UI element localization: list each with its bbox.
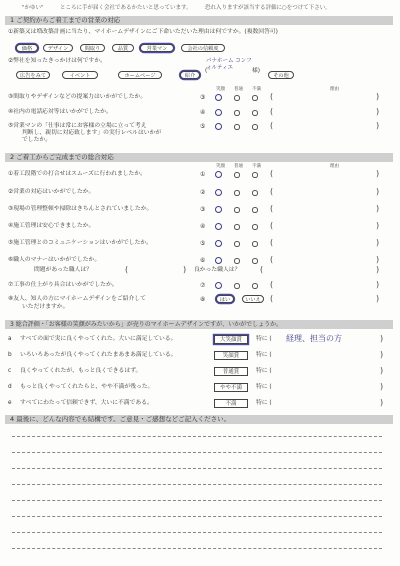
s2-q8-no[interactable]: いいえ	[242, 295, 264, 303]
s1-q2-text: ②弊社を知ったきっかけは何ですか。	[8, 58, 106, 64]
s2-q6-rating-option-0[interactable]	[215, 257, 222, 264]
s3-row-3-rating-box[interactable]: やや不満	[214, 383, 248, 392]
s2-q8-reason-close: )	[376, 294, 380, 303]
s3-row-1-close: )	[380, 350, 384, 359]
s3-row-3-special: 特に (	[256, 384, 272, 390]
page-header	[0, 0, 400, 12]
s1-q5-text: ⑤営業マンの「仕事は常にお客様の立場に立って考え	[8, 123, 147, 129]
s2-q5-rating-option-1[interactable]	[234, 241, 240, 247]
s1-q5-text-line3: でしたか。	[22, 137, 51, 143]
s3-row-4-special: 特に (	[256, 400, 272, 406]
s2-q3-rating-option-1[interactable]	[234, 207, 240, 213]
s2-q6-rating-number: ⑥	[200, 257, 206, 264]
s3-row-0-close: )	[380, 334, 384, 343]
s1-q2-handwritten-note: パナホーム コンフォルティエ	[206, 58, 252, 71]
q1-option-3[interactable]: 品質	[112, 44, 134, 52]
s1-q5-rating-option-1[interactable]	[234, 124, 240, 130]
s3-row-2-mark: c	[8, 368, 12, 374]
q1-option-2[interactable]: 間取り	[80, 44, 105, 52]
s3-row-0-handwritten: 経理、担当の方	[286, 334, 342, 343]
s2-q4-rating-reason-open: (	[270, 221, 274, 230]
header-right-text: 恐れ入りますが該当する評価に○をつけて下さい。	[205, 5, 331, 11]
s4-line-3[interactable]	[12, 484, 382, 485]
s2-q7-rating-option-2[interactable]	[252, 283, 258, 289]
s2-q3-rating-option-2[interactable]	[252, 207, 258, 213]
s2-q6-rating-reason-close: )	[376, 255, 380, 264]
s3-row-2-text: 良くやってくれたが、もっと良くできるはず。	[20, 368, 142, 374]
s2-q3-rating-option-0[interactable]	[215, 206, 222, 213]
s1-q4-rating-option-2[interactable]	[252, 110, 258, 116]
s3-row-2-special: 特に (	[256, 368, 272, 374]
s2-header-1: 普通	[234, 164, 243, 169]
s1-header-1: 普通	[234, 87, 243, 92]
s1-q5-rating-number: ⑤	[200, 123, 206, 130]
s3-row-1-special: 特に (	[256, 352, 272, 358]
s4-line-6[interactable]	[12, 532, 382, 533]
s2-q7-rating-number: ⑦	[200, 282, 206, 289]
s1-q3-rating-number: ③	[200, 94, 206, 101]
q1-option-5[interactable]: 会社の信頼度	[181, 44, 225, 52]
s3-row-3-mark: d	[8, 384, 12, 390]
s2-q5-rating-option-0[interactable]	[215, 240, 222, 247]
s2-q5-text: ⑤施工管理とのコミュニケーションはいかがでしたか。	[8, 240, 152, 246]
s1-q2-paren-open: (	[205, 68, 208, 74]
s1-q4-rating-reason-close: )	[376, 107, 380, 116]
s3-row-3-text: もっと良くやってくれたらと、やや不満が残った。	[20, 384, 154, 390]
s2-q1-rating-option-1[interactable]	[234, 172, 240, 178]
s3-row-1-text: いろいろあったが良くやってくれたまあまあ満足している。	[20, 352, 177, 358]
s2-q2-rating-option-1[interactable]	[234, 190, 240, 196]
s2-q1-rating-option-2[interactable]	[252, 172, 258, 178]
s1-q4-rating-option-1[interactable]	[234, 110, 240, 116]
section-4-header: 4 最後に、どんな内容でも結構です。ご意見・ご感想などご記入ください。	[5, 415, 393, 424]
s4-line-2[interactable]	[12, 468, 382, 469]
s2-header-2: 不満	[252, 164, 261, 169]
s4-line-1[interactable]	[12, 452, 382, 453]
s2-q1-text: ①着工段階での打合せはスムーズに行われましたか。	[8, 171, 146, 177]
s2-q8-yes[interactable]: はい	[216, 295, 234, 303]
s1-q4-rating-option-0[interactable]	[215, 109, 222, 116]
s4-line-5[interactable]	[12, 516, 382, 517]
s2-good-bracket-open: (	[260, 265, 264, 274]
s1-q5-rating-reason-open: (	[270, 121, 274, 130]
s2-problem-bracket-open: (	[125, 265, 129, 274]
s3-row-0-special: 特に (	[256, 336, 272, 342]
s2-q4-rating-reason-close: )	[376, 221, 380, 230]
s3-row-4-rating-box[interactable]: 不満	[214, 399, 248, 408]
s3-row-2-close: )	[380, 366, 384, 375]
s2-q3-rating-reason-close: )	[376, 204, 380, 213]
s2-q7-rating-reason-open: (	[270, 280, 274, 289]
s1-q3-rating-reason-open: (	[270, 92, 274, 101]
s2-q5-rating-reason-open: (	[270, 238, 274, 247]
s1-q3-text: ③間取りやデザインなどの提案力はいかがでしたか。	[8, 94, 147, 100]
s4-line-0[interactable]	[12, 436, 382, 437]
s2-problem-bracket-close: )	[183, 265, 187, 274]
s2-q6-rating-option-2[interactable]	[252, 258, 258, 264]
s2-header-0: 笑顔	[216, 164, 225, 169]
s2-q4-rating-number: ④	[200, 223, 206, 230]
s2-q5-rating-number: ⑤	[200, 240, 206, 247]
q2-option-0[interactable]: 広告をみて	[16, 71, 50, 79]
s1-q1-text: ①新築又は増改築計画に当たり、マイホームデザインにご下命いただいた理由は何ですか。(複数回答可)	[8, 29, 278, 35]
s2-q4-rating-option-1[interactable]	[234, 224, 240, 230]
s3-row-1-rating-box[interactable]: 笑顔賞	[214, 351, 248, 360]
s2-q7-rating-option-0[interactable]	[215, 282, 222, 289]
s2-q7-text: ⑦工事の仕上がり具合はいかがでしたか。	[8, 282, 118, 288]
s3-row-0-text: すべての面で実に良くやってくれた。大いに満足している。	[20, 336, 177, 342]
s2-q1-rating-number: ①	[200, 171, 206, 178]
s3-row-4-mark: e	[8, 400, 12, 406]
q2-option-1[interactable]: イベント	[62, 71, 98, 79]
s2-good-label: 良かった職人は？	[194, 267, 241, 273]
s1-header-2: 不満	[252, 87, 261, 92]
s2-q4-rating-option-0[interactable]	[215, 223, 222, 230]
s1-q3-rating-option-2[interactable]	[252, 95, 258, 101]
s2-q1-rating-option-0[interactable]	[215, 171, 222, 178]
header-left-text: "かゆい"	[22, 5, 44, 11]
s2-q1-rating-reason-close: )	[376, 169, 380, 178]
section-1-header: 1 ご契約からご着工までの営業の対応	[5, 16, 393, 25]
s1-header-3: 理由	[330, 87, 339, 92]
s2-problem-label: 問題があった職人は？	[34, 267, 92, 273]
s1-q5-rating-option-2[interactable]	[252, 124, 258, 130]
header-middle-text: ところに手が届く会社であるかたいと思っています。	[60, 5, 192, 11]
s2-good-bracket-close: )	[376, 265, 380, 274]
s2-q5-rating-option-2[interactable]	[252, 241, 258, 247]
s1-q3-rating-option-0[interactable]	[215, 94, 222, 101]
s4-line-4[interactable]	[12, 500, 382, 501]
s3-row-0-mark: a	[8, 336, 12, 342]
s2-q2-rating-option-2[interactable]	[252, 190, 258, 196]
section-2-header: 2 ご着工からご完成までの総合対応	[5, 153, 393, 162]
s2-q4-text: ④施工管理は安心できましたか。	[8, 223, 95, 229]
s2-q7-rating-reason-close: )	[376, 280, 380, 289]
s2-q4-rating-option-2[interactable]	[252, 224, 258, 230]
s2-q5-rating-reason-close: )	[376, 238, 380, 247]
s2-q6-rating-reason-open: (	[270, 255, 274, 264]
s1-q5-rating-option-0[interactable]	[215, 123, 222, 130]
q2-option-3[interactable]: 紹介	[180, 71, 200, 79]
s3-row-3-close: )	[380, 382, 384, 391]
s3-row-4-text: すべてにわたって信頼できず、大いに不満である。	[20, 400, 153, 406]
s3-row-2-rating-box[interactable]: 普通賞	[214, 367, 248, 376]
q1-option-4[interactable]: 営業マン	[140, 44, 174, 52]
s2-q6-text: ⑥職人のマナーはいかがでしたか。	[8, 257, 101, 263]
s2-q8-text: ⑧友人、知人の方にマイホームデザインをご紹介して	[8, 296, 146, 302]
s2-q2-rating-reason-open: (	[270, 187, 274, 196]
s2-q8-text-line2: いただけますか。	[22, 304, 69, 310]
s1-q3-rating-option-1[interactable]	[234, 95, 240, 101]
s1-q5-rating-reason-close: )	[376, 121, 380, 130]
q1-option-0[interactable]: 価格	[16, 44, 38, 52]
s1-q4-text: ④社内の電話応対等はいかがでしたか。	[8, 109, 112, 115]
s2-q3-rating-reason-open: (	[270, 204, 274, 213]
s4-line-7[interactable]	[12, 548, 382, 549]
s2-q2-rating-reason-close: )	[376, 187, 380, 196]
s2-q1-rating-reason-open: (	[270, 169, 274, 178]
s2-q7-rating-option-1[interactable]	[234, 283, 240, 289]
s1-header-0: 笑顔	[216, 87, 225, 92]
s3-row-4-close: )	[380, 398, 384, 407]
q1-option-1[interactable]: デザイン	[43, 44, 73, 52]
q2-option-2[interactable]: ホームページ	[118, 71, 162, 79]
s1-q4-rating-reason-open: (	[270, 107, 274, 116]
s2-q2-text: ②営業の対応はいかがでしたか。	[8, 189, 95, 195]
s3-row-1-mark: b	[8, 352, 12, 358]
s2-q3-rating-number: ③	[200, 206, 206, 213]
s3-row-0-rating-box[interactable]: 大笑顔賞	[214, 335, 248, 344]
s1-q4-rating-number: ④	[200, 109, 206, 116]
s1-q5-text-line2: 判断し、親切に対応致します」の実行レベルはいかが	[22, 130, 162, 136]
q2-option-4[interactable]: その他	[268, 71, 294, 79]
s2-q2-rating-number: ②	[200, 189, 206, 196]
section-3-header: 3 総合評価・「お客様の笑顔がみたいから」が売りのマイホームデザインですが、いかがでしょうか。	[5, 320, 393, 329]
s1-q2-paren-close: 様)	[252, 68, 261, 74]
s2-q2-rating-option-0[interactable]	[215, 189, 222, 196]
s1-q3-rating-reason-close: )	[376, 92, 380, 101]
s2-q8-number: ⑧	[200, 296, 206, 303]
s2-q3-text: ③現場の管理整頓や掃除はきちんとされていましたか。	[8, 206, 153, 212]
s2-q6-rating-option-1[interactable]	[234, 258, 240, 264]
s2-header-3: 理由	[330, 164, 339, 169]
s2-q8-reason-open: (	[270, 294, 274, 303]
